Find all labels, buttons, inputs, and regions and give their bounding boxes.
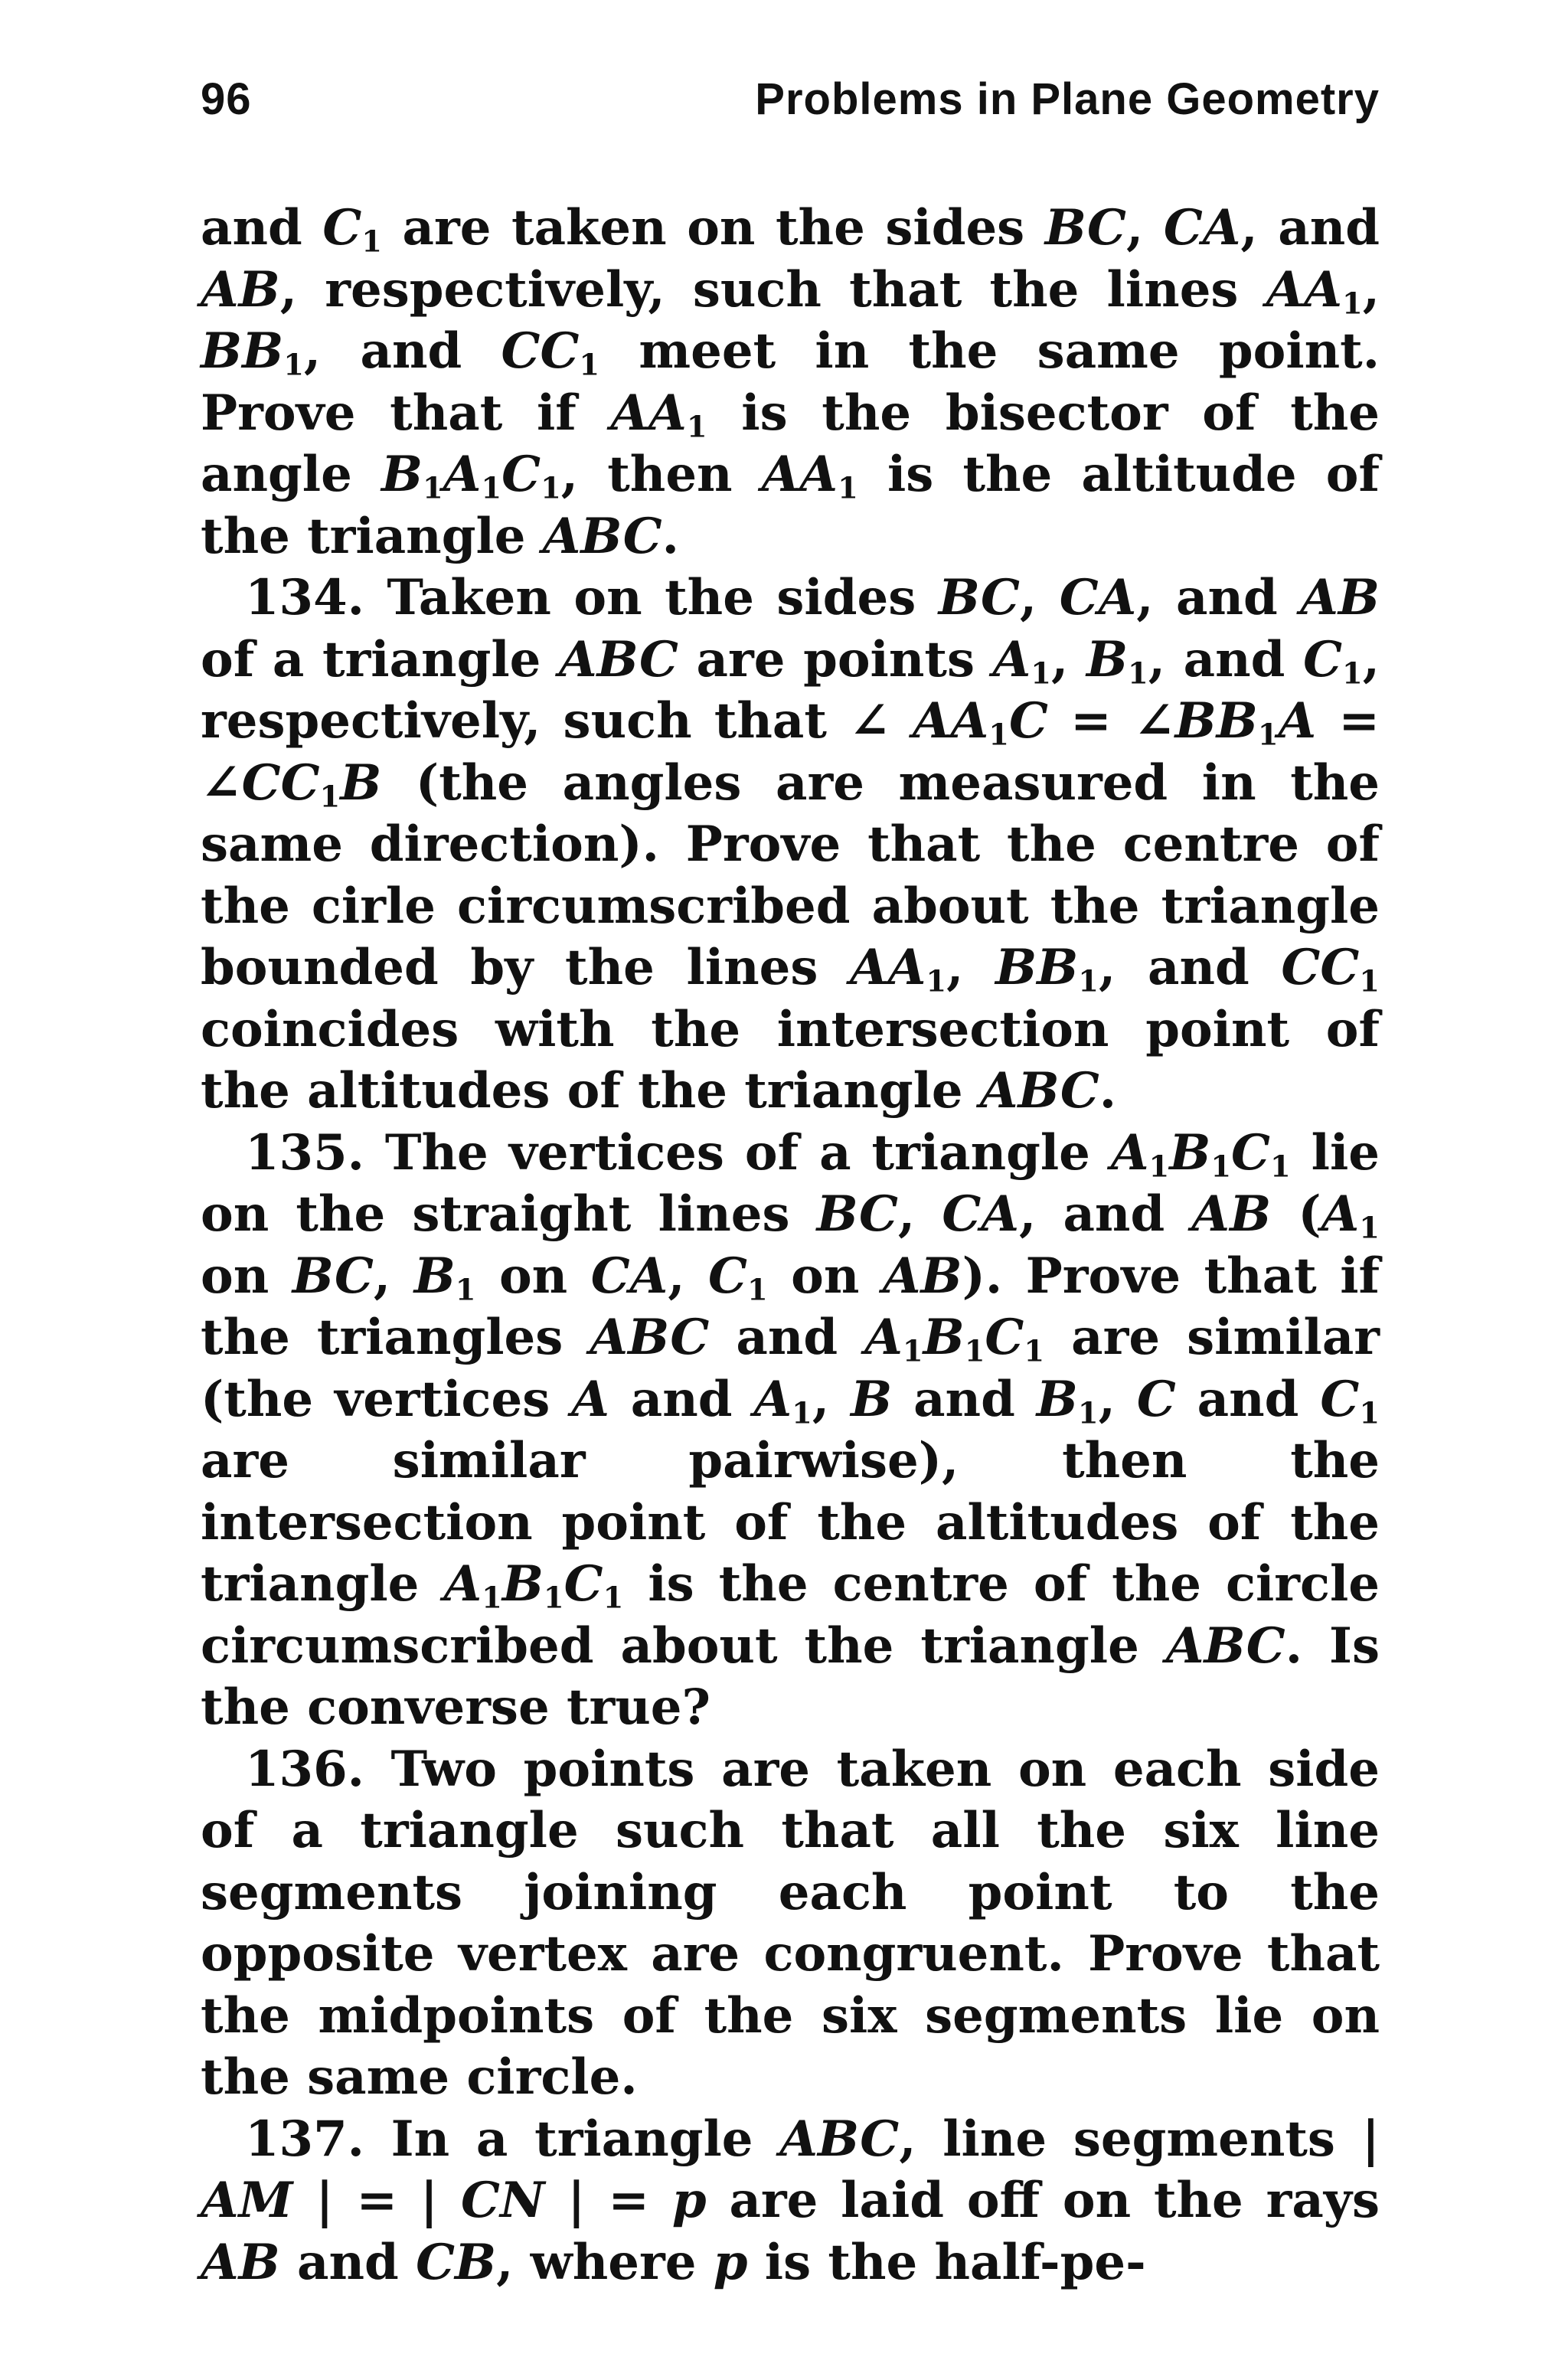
problem-134 <box>201 567 1380 1123</box>
problem-text: Two points are taken on each side of a triangle such that all the six line segments joining each point to the opposite vertex are congruent. Prove that the midpoints of the six segments lie on the same circle. <box>201 1740 1380 2106</box>
body-text <box>201 198 1380 2293</box>
running-head <box>201 74 1380 159</box>
problem-number: 137. <box>245 2110 364 2168</box>
problem-135 <box>201 1123 1380 1739</box>
book-page <box>201 74 1380 2293</box>
problem-number: 136. <box>245 1740 364 1798</box>
problem-133-continuation <box>201 198 1380 567</box>
problem-text: and $C_1$ are taken on the sides BC, CA, and AB, respectively, such that the lines $AA_1$, $BB_1$, and $CC_1$ meet in the same point. Prove that if $AA_1$ is the bisector of the angle $B_1A_1C_1$, then $AA_1$ is the altitude of the triangle ABC. <box>201 199 1380 565</box>
problem-text: The vertices of a triangle $A_1B_1C_1$ lie on the straight lines BC, CA, and AB ($A_1$ on BC, $B_1$ on CA, $C_1$ on AB). Prove that if the triangles ABC and $A_1B_1C_1$ are similar (the vertices A and $A_1$, B and $B_1$, C and $C_1$ are similar pairwise), then the intersection point of the altitudes of the triangle $A_1B_1C_1$ is the centre of the circle circumscribed about the triangle ABC. Is the converse true? <box>201 1123 1380 1736</box>
problem-number: 134. <box>245 569 364 626</box>
book-title: Problems in Plane Geometry <box>755 74 1380 124</box>
problem-137 <box>201 2109 1380 2294</box>
page-number: 96 <box>201 74 252 124</box>
problem-number: 135. <box>245 1123 364 1182</box>
problem-136 <box>201 1739 1380 2109</box>
problem-text: In a triangle ABC, line segments | AM | = | CN | = p are laid off on the rays AB and CB, where p is the half-pe- <box>201 2110 1380 2291</box>
problem-text: Taken on the sides BC, CA, and AB of a triangle ABC are points $A_1$, $B_1$, and $C_1$, respectively, such that ∠ $AA_1C$ = $\angle BB_1A$ = $\angle CC_1B$ (the angles are measured in the same direction). Prove that the centre of the cirle circumscribed about the triangle bounded by the lines $AA_1$, $BB_1$, and $CC_1$ coincides with the intersection point of the altitudes of the triangle ABC. <box>201 569 1380 1120</box>
